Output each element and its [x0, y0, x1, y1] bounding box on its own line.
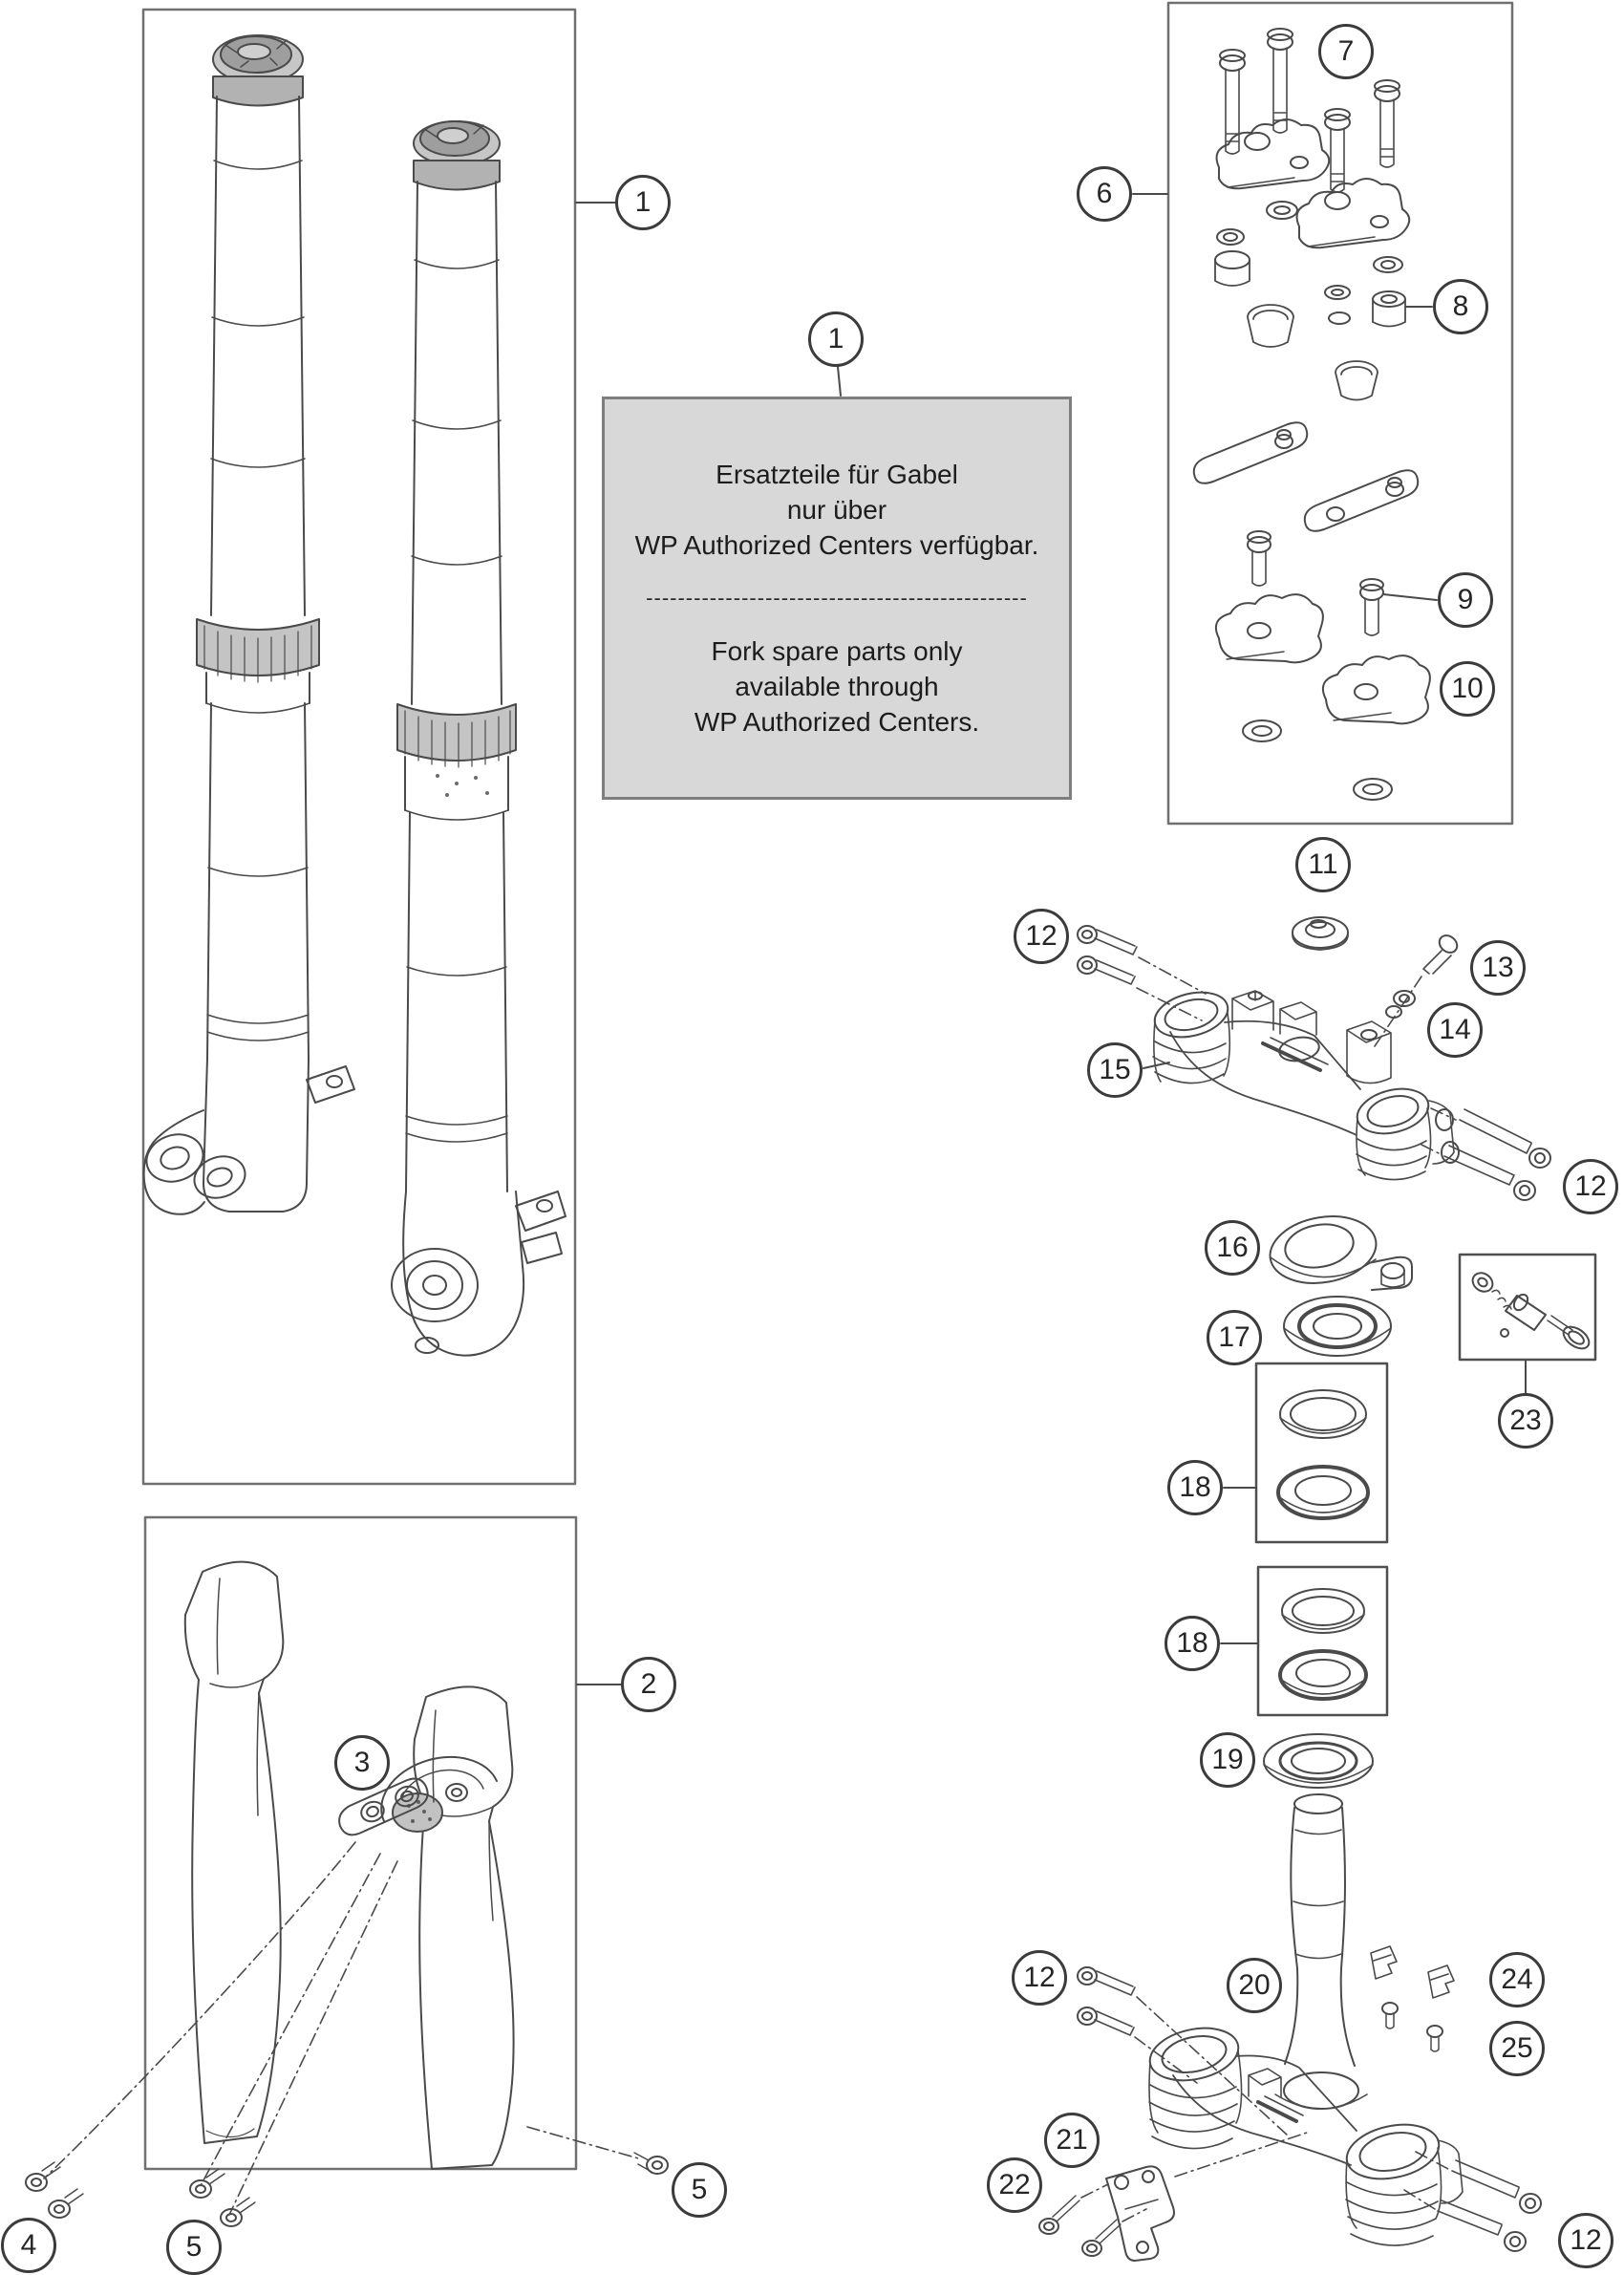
- callout-5-left: [166, 2220, 222, 2275]
- callout-label: 16: [1216, 1232, 1249, 1263]
- callout-6: [1077, 166, 1132, 222]
- callout-label: 2: [640, 1668, 657, 1700]
- callout-1-fork: [615, 175, 671, 230]
- callout-22: [987, 2157, 1042, 2213]
- callout-9: [1438, 572, 1493, 628]
- callout-label: 14: [1439, 1014, 1471, 1045]
- callout-24: [1489, 1952, 1545, 2007]
- callout-label: 8: [1452, 290, 1469, 322]
- callout-label: 20: [1238, 1969, 1271, 2001]
- callout-12-bottom-left: [1012, 1950, 1067, 2006]
- callout-1-note: [808, 311, 864, 367]
- callout-label: 1: [634, 186, 652, 218]
- steering-bearing-parts-art: [1264, 1209, 1592, 1788]
- callout-label: 19: [1211, 1744, 1244, 1775]
- note-separator: ------------------------------------------------: [646, 586, 1028, 610]
- protector-screws-art: [26, 2153, 668, 2226]
- callout-3: [334, 1735, 390, 1791]
- callout-10: [1440, 661, 1495, 717]
- callout-label: 12: [1023, 1962, 1056, 1993]
- callout-label: 12: [1574, 1170, 1607, 1202]
- callout-label: 1: [827, 323, 844, 354]
- repair-kit-box: [1460, 1255, 1595, 1360]
- fork-leg-left-art: [140, 35, 354, 1214]
- callout-19: [1200, 1732, 1255, 1788]
- lower-triple-clamp-art: [1039, 1794, 1541, 2261]
- callout-label: 7: [1337, 35, 1355, 67]
- callout-label: 4: [20, 2229, 37, 2261]
- callout-12-top-left: [1014, 909, 1069, 964]
- callout-16: [1205, 1220, 1260, 1276]
- assembly-dash-lines: [44, 957, 1456, 2221]
- fork-leg-right-art: [392, 121, 566, 1356]
- callout-label: 11: [1308, 848, 1338, 880]
- callout-2: [621, 1657, 676, 1712]
- fork-protectors-art: [185, 1562, 514, 2169]
- note-de-line2: nur über: [786, 495, 887, 525]
- callout-21: [1044, 2113, 1100, 2168]
- callout-15: [1087, 1042, 1143, 1098]
- callout-label: 15: [1099, 1054, 1131, 1085]
- callout-label: 25: [1501, 2032, 1533, 2064]
- callout-label: 3: [353, 1747, 371, 1778]
- callout-label: 12: [1025, 920, 1058, 952]
- callout-label: 9: [1457, 584, 1474, 615]
- callout-label: 5: [185, 2231, 203, 2263]
- callout-label: 22: [998, 2169, 1031, 2200]
- callout-label: 10: [1451, 673, 1484, 704]
- callout-20: [1227, 1958, 1282, 2013]
- callout-17: [1207, 1310, 1262, 1365]
- callout-25: [1489, 2021, 1545, 2076]
- callout-label: 13: [1482, 952, 1514, 983]
- callout-12-top-right: [1563, 1159, 1618, 1214]
- callout-13: [1470, 940, 1526, 996]
- note-de-line3: WP Authorized Centers verfügbar.: [634, 530, 1039, 560]
- callout-label: 18: [1179, 1471, 1211, 1503]
- callout-7: [1318, 24, 1374, 79]
- callout-label: 21: [1056, 2124, 1088, 2156]
- callout-14: [1427, 1002, 1483, 1058]
- callout-5-right: [672, 2162, 727, 2218]
- callout-label: 5: [691, 2174, 708, 2205]
- callout-label: 12: [1570, 2224, 1602, 2256]
- callout-23: [1498, 1393, 1553, 1449]
- note-de-line1: Ersatzteile für Gabel: [716, 460, 958, 489]
- note-panel: [602, 397, 1072, 800]
- fork-protector-box: [145, 1517, 576, 2169]
- note-en-line1: Fork spare parts only: [711, 636, 963, 666]
- callout-12-bottom-right: [1558, 2213, 1613, 2268]
- note-en-line3: WP Authorized Centers.: [694, 707, 980, 737]
- frame-boxes: [143, 3, 1595, 2169]
- callout-label: 18: [1176, 1627, 1208, 1659]
- callout-18-upper: [1167, 1460, 1223, 1515]
- callout-18-lower: [1165, 1616, 1220, 1671]
- callout-label: 6: [1096, 178, 1113, 209]
- callout-8: [1433, 279, 1488, 334]
- callout-4: [1, 2218, 56, 2273]
- callout-label: 23: [1509, 1405, 1542, 1436]
- callout-11: [1295, 837, 1351, 892]
- note-en-line2: available through: [735, 672, 939, 701]
- callout-label: 24: [1501, 1964, 1533, 1995]
- callout-label: 17: [1218, 1321, 1250, 1353]
